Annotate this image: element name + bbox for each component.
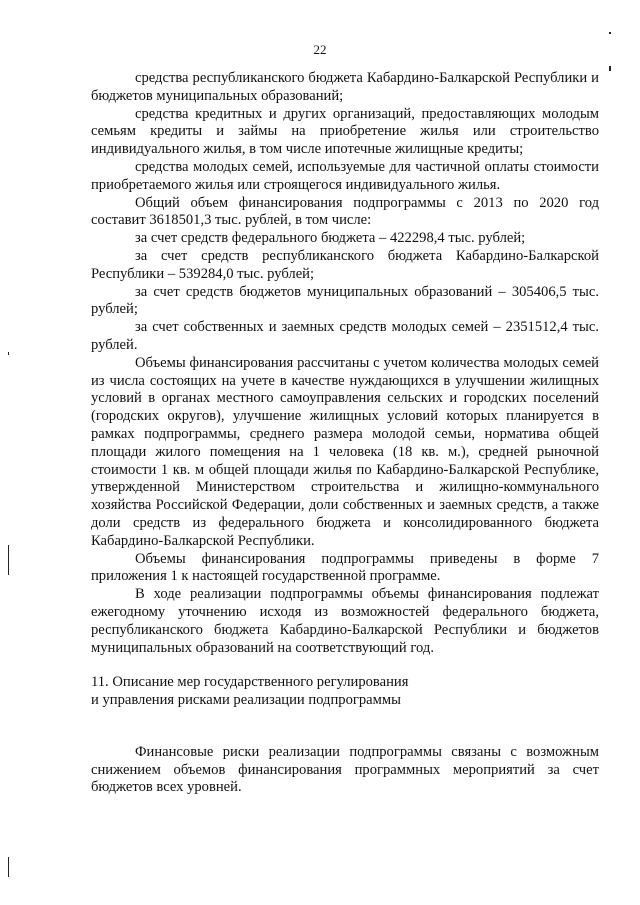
- paragraph-own-funds: за счет собственных и заемных средств молодых семей – 2351512,4 тыс. рублей.: [91, 319, 599, 353]
- paragraph-municipal-budgets: за счет средств бюджетов муниципальных образований – 305406,5 тыс. рублей;: [91, 283, 599, 318]
- page-number: 22: [313, 42, 327, 57]
- paragraph-funding-calculation: Объемы финансирования рассчитаны с учетом количества молодых семей из числа состоящих на учете в качестве нуждающихся в улучшении жилищных условий в органах местного самоуправления сельских и городских поселений (городских округов), улучшение жилищных условий которых планируется в рамках подпрограммы, среднего размера молодой семьи, норматива общей площади жилого помещения на 1 человека (18 кв. м.), средней рыночной стоимости 1 кв. м общей площади жилья по Кабардино-Балкарской Республике, утвержденной Министерством строительства и жилищно-коммунального хозяйства Российской Федерации, доли собственных и заемных средств, а также доли средств из федерального бюджета и консолидированного бюджета Кабардино-Балкарской Республики.: [91, 354, 599, 549]
- paragraph-financial-risks: Финансовые риски реализации подпрограммы связаны с возможным снижением объемов финансирования программных мероприятий за счет бюджетов всех уровней.: [91, 743, 599, 796]
- scan-artifact: [609, 66, 611, 71]
- paragraph-annual-adjustment: В ходе реализации подпрограммы объемы финансирования подлежат ежегодному уточнению исходя из возможностей федерального бюджета, республиканского бюджета Кабардино-Балкарской Республики и бюджетов муниципальных образований на соответствующий год.: [91, 586, 599, 656]
- scan-artifact: [8, 352, 9, 355]
- section-heading: [91, 674, 599, 710]
- paragraph-young-families-funds: средства молодых семей, используемые для частичной оплаты стоимости приобретаемого жилья или строящегося индивидуального жилья.: [91, 158, 599, 193]
- scan-artifact: [609, 32, 611, 34]
- paragraph-federal-budget: за счет средств федерального бюджета – 422298,4 тыс. рублей;: [135, 230, 526, 247]
- paragraph-republic-budget: за счет средств республиканского бюджета Кабардино-Балкарской Республики – 539284,0 тыс. рублей;: [91, 247, 599, 282]
- scan-artifact: [8, 545, 9, 575]
- paragraph-funding-form: Объемы финансирования подпрограммы приведены в форме 7 приложения 1 к настоящей государственной программе.: [91, 550, 599, 585]
- scan-artifact: [8, 857, 9, 877]
- paragraph-total-funding: Общий объем финансирования подпрограммы с 2013 по 2020 год составит 3618501,3 тыс. рублей, в том числе:: [91, 194, 599, 229]
- paragraph-republic-budget-funds: средства республиканского бюджета Кабардино-Балкарской Республики и бюджетов муниципальных образований;: [91, 70, 599, 104]
- section-heading-line-2: и управления рисками реализации подпрограммы: [91, 692, 401, 709]
- document-body: [91, 70, 599, 797]
- section-heading-line-1: 11. Описание мер государственного регулирования: [91, 674, 409, 691]
- paragraph-credit-organizations: средства кредитных и других организаций, предоставляющих молодым семьям кредиты и займы на приобретение жилья или строительство индивидуального жилья, в том числе ипотечные жилищные кредиты;: [91, 105, 599, 158]
